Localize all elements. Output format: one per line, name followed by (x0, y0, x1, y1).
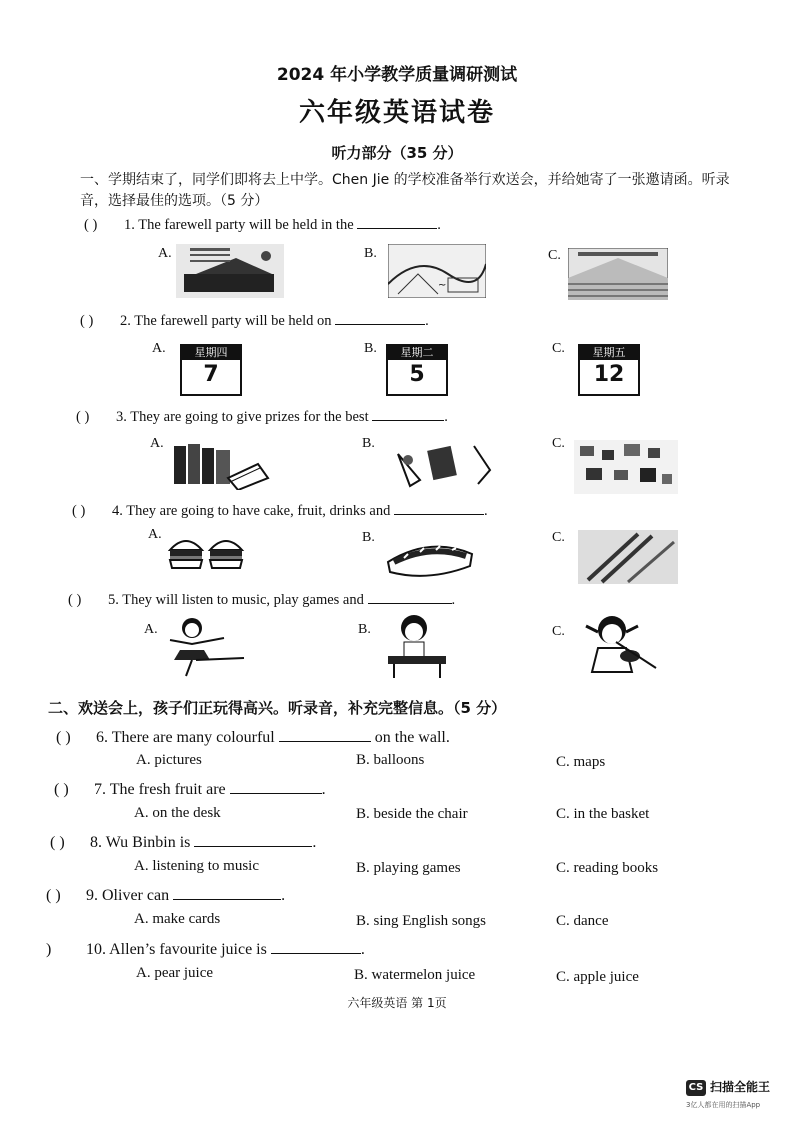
option-letter-c: C. (552, 530, 565, 545)
answer-blank (335, 310, 425, 325)
option-letter-b: B. (364, 246, 377, 261)
svg-text:~: ~ (438, 280, 447, 291)
calendar-day: 5 (409, 362, 425, 387)
answer-blank (394, 500, 484, 515)
calendar-day: 7 (203, 362, 219, 387)
question-5: ( ) 5. They will listen to music, play games and . (68, 589, 455, 609)
section2-instruction: 二、欢送会上，孩子们正玩得高兴。听录音，补充完整信息。（5 分） (48, 699, 507, 717)
question-9: ( ) 9. Oliver can . (46, 887, 286, 904)
q6-option-b[interactable]: B. balloons (356, 752, 425, 768)
option-letter-c: C. (552, 624, 565, 639)
hamburgers-picture (168, 532, 248, 572)
question-text: 1. The farewell party will be held in the (124, 217, 354, 233)
exam-title: 2024 年小学教学质量调研测试 (276, 65, 518, 85)
answer-blank (279, 727, 371, 742)
option-letter-b: B. (362, 436, 375, 451)
drawings-picture (390, 440, 500, 490)
calendar-weekday: 星期四 (182, 346, 240, 360)
calendar-b (386, 344, 448, 396)
question-text: 5. They will listen to music, play games and (108, 592, 364, 608)
camscanner-tagline: 3亿人都在用的扫描App (686, 1101, 761, 1109)
q8-option-a[interactable]: A. listening to music (134, 858, 259, 874)
q10-option-c[interactable]: C. apple juice (556, 969, 639, 985)
q9-option-b[interactable]: B. sing English songs (356, 913, 487, 929)
question-text: 3. They are going to give prizes for the best (116, 409, 369, 425)
books-picture (170, 438, 270, 490)
option-letter-b: B. (358, 622, 371, 637)
boy-playing-zither-picture (382, 612, 452, 680)
part-title: 听力部分（35 分） (331, 144, 463, 162)
question-text: 9. Oliver can (86, 887, 170, 904)
answer-paren[interactable]: ( ) (50, 834, 65, 851)
option-letter-a: A. (144, 622, 158, 637)
q8-option-b[interactable]: B. playing games (356, 860, 461, 876)
option-letter-c: C. (552, 341, 565, 356)
question-7: ( ) 7. The fresh fruit are . (54, 781, 326, 798)
answer-blank (368, 589, 452, 604)
hall-picture (568, 248, 668, 300)
answer-paren[interactable]: ( ) (72, 503, 86, 519)
chopsticks-picture (578, 530, 678, 584)
option-letter-a: A. (152, 341, 166, 356)
answer-blank (271, 939, 361, 954)
option-letter-c: C. (548, 248, 561, 263)
answer-blank (372, 406, 444, 421)
question-1: ( ) 1. The farewell party will be held in the . (84, 214, 441, 234)
answer-blank (230, 779, 322, 794)
option-letter-a: A. (150, 436, 164, 451)
q9-option-a[interactable]: A. make cards (134, 911, 221, 927)
q10-option-a[interactable]: A. pear juice (136, 965, 214, 981)
option-letter-b: B. (364, 341, 377, 356)
question-text: 8. Wu Binbin is (90, 834, 191, 851)
answer-paren[interactable]: ( ) (80, 313, 94, 329)
question-text: 2. The farewell party will be held on (120, 313, 332, 329)
question-10: ) 10. Allen’s favourite juice is . (46, 941, 365, 958)
stamps-picture (574, 440, 678, 494)
ballet-dancer-picture (164, 614, 248, 680)
q6-option-c[interactable]: C. maps (556, 754, 606, 770)
playground-picture (388, 244, 486, 298)
calendar-weekday: 星期二 (388, 346, 446, 360)
question-text: 7. The fresh fruit are (94, 781, 226, 798)
option-letter-a: A. (148, 527, 162, 542)
question-text: 6. There are many colourful (96, 729, 275, 746)
page-footer: 六年级英语 第 1页 (347, 996, 447, 1010)
question-3: ( ) 3. They are going to give prizes for the best . (76, 406, 448, 426)
answer-paren[interactable]: ( ) (54, 781, 69, 798)
camscanner-logo: CS (686, 1080, 706, 1096)
answer-paren[interactable]: ) (46, 941, 52, 958)
section1-instruction: 一、学期结束了，同学们即将去上中学。Chen Jie 的学校准备举行欢送会，并给她寄了一张邀请函。听录音，选择最佳的选项。（5 分） (80, 172, 730, 209)
q8-option-c[interactable]: C. reading books (556, 860, 659, 876)
girl-playing-violin-picture (576, 612, 660, 680)
paper-title: 六年级英语试卷 (298, 98, 495, 128)
calendar-a (180, 344, 242, 396)
answer-paren[interactable]: ( ) (46, 887, 61, 904)
answer-blank (173, 885, 281, 900)
answer-paren[interactable]: ( ) (76, 409, 90, 425)
music-room-picture (176, 244, 284, 298)
q10-option-b[interactable]: B. watermelon juice (354, 967, 476, 983)
q9-option-c[interactable]: C. dance (556, 913, 609, 929)
q7-option-c[interactable]: C. in the basket (556, 806, 650, 822)
calendar-weekday: 星期五 (580, 346, 638, 360)
question-4: ( ) 4. They are going to have cake, fruit, drinks and . (72, 500, 488, 520)
option-letter-b: B. (362, 530, 375, 545)
answer-paren[interactable]: ( ) (56, 729, 71, 746)
question-text: 10. Allen’s favourite juice is (86, 941, 267, 958)
answer-paren[interactable]: ( ) (84, 217, 98, 233)
question-6: ( ) 6. There are many colourful on the wall. (56, 729, 450, 746)
camscanner-name: 扫描全能王 (710, 1080, 771, 1094)
question-2: ( ) 2. The farewell party will be held on . (80, 310, 429, 330)
calendar-day: 12 (593, 362, 625, 387)
answer-paren[interactable]: ( ) (68, 592, 82, 608)
option-letter-c: C. (552, 436, 565, 451)
calendar-c (578, 344, 640, 396)
answer-blank (357, 214, 437, 229)
q6-option-a[interactable]: A. pictures (136, 752, 202, 768)
question-text: 4. They are going to have cake, fruit, drinks and (112, 503, 391, 519)
option-letter-a: A. (158, 246, 172, 261)
question-8: ( ) 8. Wu Binbin is . (50, 834, 317, 851)
q7-option-a[interactable]: A. on the desk (134, 805, 221, 821)
answer-blank (194, 832, 312, 847)
q7-option-b[interactable]: B. beside the chair (356, 806, 468, 822)
hotdog-picture (384, 532, 476, 580)
